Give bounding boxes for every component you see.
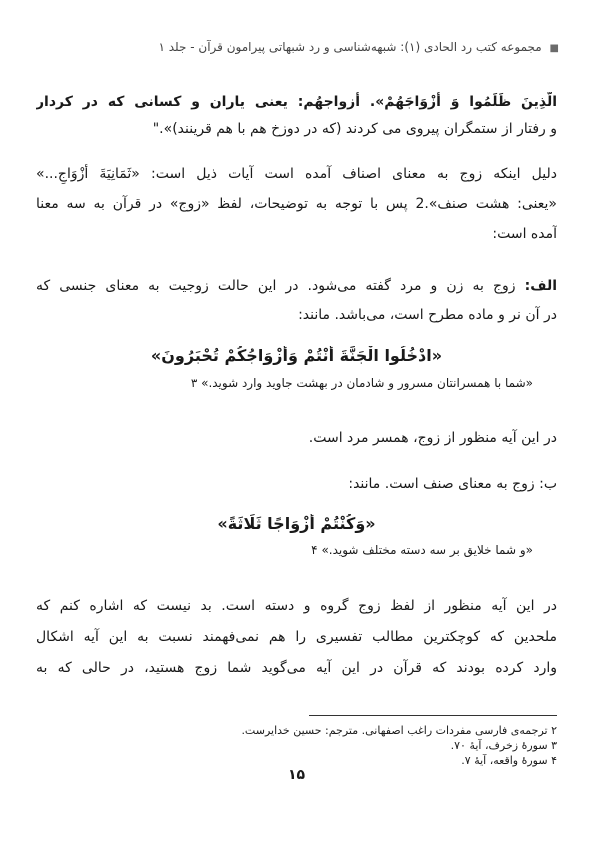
page-number: ۱۵ <box>287 767 306 783</box>
section-label-alef: الف: <box>524 278 557 294</box>
footnote-divider <box>309 715 557 716</box>
paragraph1-line1: الَّذِينَ ظَلَمُوا وَ أَزْوَاجَهُمْ». أزواجهُم: یعنی یاران و کسانی که در کردار <box>36 94 557 110</box>
paragraph5: ب: زوج به معنای صنف است. مانند: <box>348 476 557 492</box>
running-header <box>34 40 559 62</box>
paragraph3-line1-text: زوج به زن و مرد گفته می‌شود. در این حالت زوجیت به معنای جنسی که <box>36 278 516 294</box>
quran-verse-1: «ادْخُلُوا الْجَنَّةَ أَنْتُمْ وَأَزْوَاجُكُمْ تُحْبَرُونَ» <box>150 346 443 365</box>
paragraph2-line3: آمده است: <box>492 226 557 242</box>
header-title: مجموعه کتب رد الحادی (۱): شبهه‌شناسی و رد شبهاتی پیرامون قرآن - جلد ۱ <box>158 40 542 54</box>
paragraph4: در این آیه منظور از زوج، همسر مرد است. <box>308 430 557 446</box>
verse-1-translation: «شما با همسرانتان مسرور و شادمان در بهشت جاوید وارد شوید.» ۳ <box>190 376 533 390</box>
paragraph3-line2: در آن نر و ماده مطرح است، می‌باشد. مانند: <box>298 307 557 323</box>
paragraph1-line2: و رفتار از ستمگران پیروی می کردند (که در دوزخ هم با هم قرینند)»." <box>152 121 557 137</box>
paragraph6-line3: وارد کرده بودند که قرآن در این آیه می‌گوید شما زوج هستید، در حالی که به <box>36 660 557 676</box>
footnote-3: ۳ سورهٔ زخرف، آیهٔ ۷۰. <box>450 739 557 752</box>
footnote-2: ۲ ترجمه‌ی فارسی مفردات راغب اصفهانی. مترجم: حسین خدایرست. <box>241 724 557 737</box>
quran-verse-2: «وَكُنْتُمْ أَزْوَاجًا ثَلَاثَةً» <box>217 514 376 533</box>
paragraph6-line2: ملحدین که کوچکترین مطالب تفسیری را هم نمی‌فهمند نسبت به این آیه اشکال <box>36 629 557 645</box>
paragraph2-line1: دلیل اینکه زوج به معنای اصناف آمده است آیات ذیل است: «ثَمَانِيَةَ أَزْوَاجٍ...» <box>36 166 557 182</box>
verse-2-translation: «و شما خلایق بر سه دسته مختلف شوید.» ۴ <box>311 543 533 557</box>
paragraph2-line2: «یعنی: هشت صنف».2 پس با توجه به توضیحات، لفظ «زوج» در قرآن به سه معنا <box>36 196 557 212</box>
header-marker-icon: ■ <box>549 43 559 54</box>
paragraph6-line1: در این آیه منظور از لفظ زوج گروه و دسته است. بد نیست که اشاره کنم که <box>36 598 557 614</box>
footnote-4: ۴ سورهٔ واقعه، آیهٔ ۷. <box>461 754 557 767</box>
paragraph3-line1 <box>36 276 557 296</box>
